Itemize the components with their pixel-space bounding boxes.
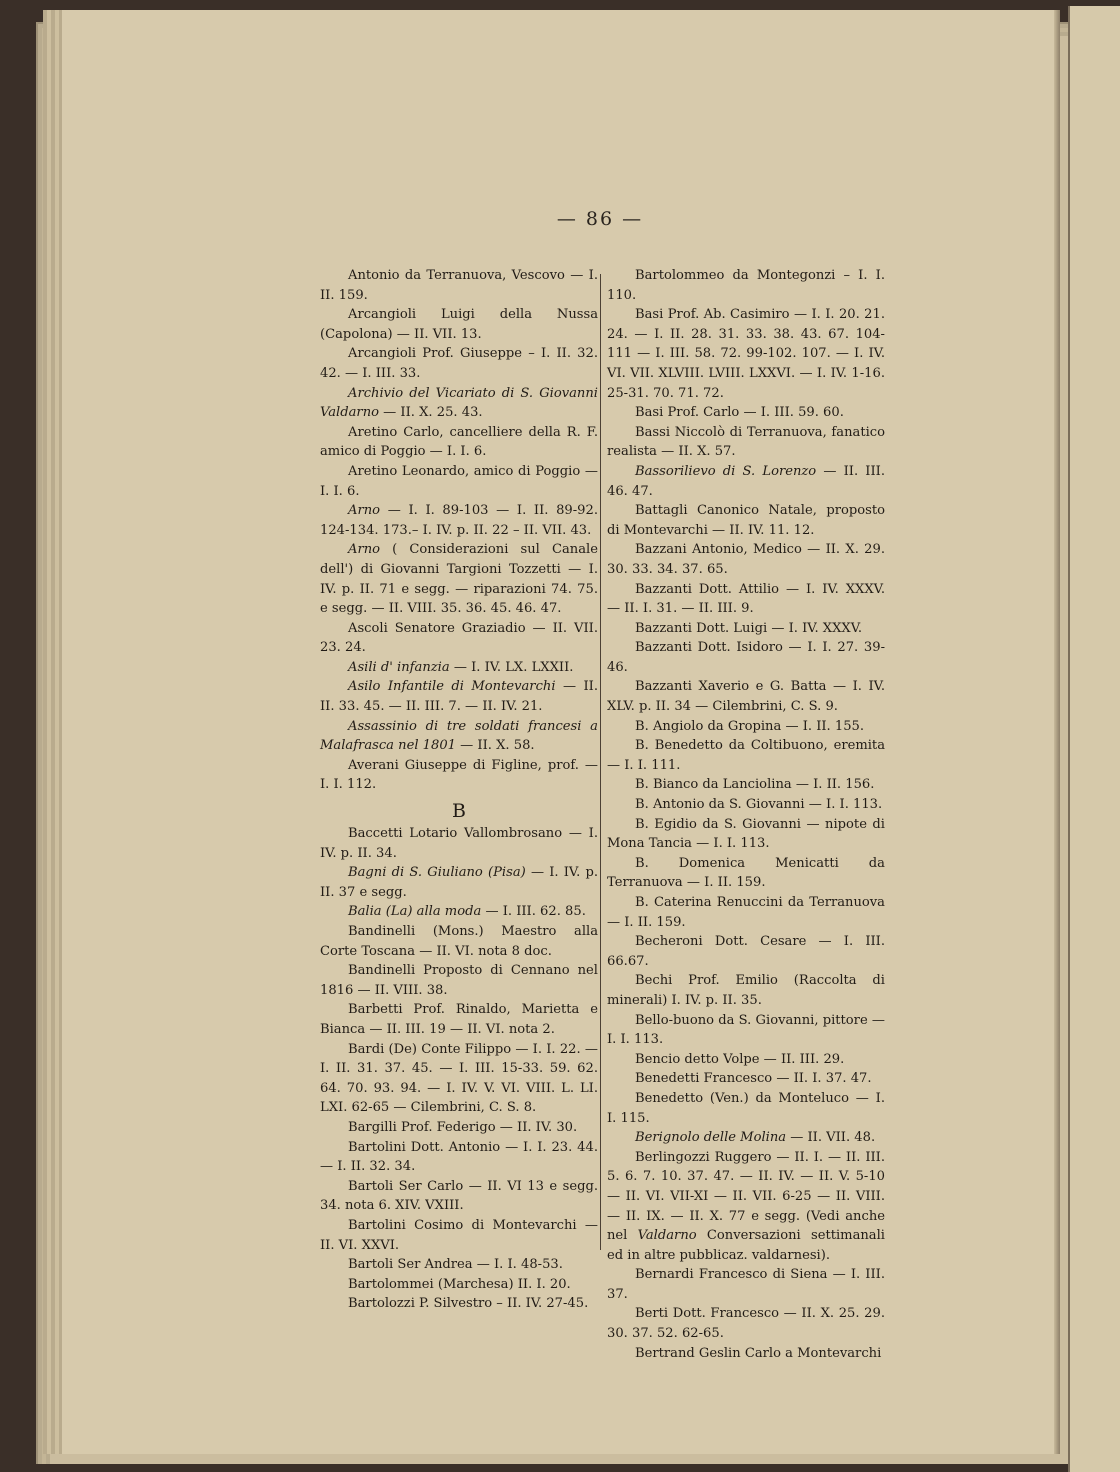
entry-text: Ascoli Senatore Graziadio — II. VII. 23. 24. <box>320 620 598 656</box>
entry-text: Conversazioni settimanali ed in altre pubblicaz. valdarnesi). <box>607 1228 885 1263</box>
entry-text: Bazzanti Dott. Luigi — I. IV. XXXV. <box>635 620 863 636</box>
entry-text: Bazzanti Dott. Attilio — I. IV. XXXV. — II. I. 31. — II. III. 9. <box>607 581 885 617</box>
entry-text: Bassi Niccolò di Terranuova, fanatico realista — II. X. 57. <box>607 424 885 460</box>
page-number: — 86 — <box>556 208 644 230</box>
entry-title-italic: Archivio del Vicariato di S. Giovanni Valdarno <box>320 385 598 421</box>
index-entry <box>320 540 598 618</box>
index-entry <box>607 932 885 971</box>
index-entry <box>607 971 885 1010</box>
index-entry <box>607 795 885 815</box>
index-entry <box>320 1177 598 1216</box>
index-entry <box>320 384 598 423</box>
index-entry <box>320 902 598 922</box>
entry-text: Bello-buono da S. Giovanni, pittore — I. I. 113. <box>607 1012 885 1048</box>
index-entry <box>320 1216 598 1255</box>
entry-text: B. Caterina Renuccini da Terranuova — I. II. 159. <box>607 895 885 930</box>
entry-title-italic: Asilo Infantile di Montevarchi <box>348 679 556 695</box>
entry-text: — II. X. 25. 43. <box>379 405 483 421</box>
entry-text: Becheroni Dott. Cesare — I. III. 66.67. <box>607 934 885 969</box>
entry-text: Bartoli Ser Carlo — II. VI 13 e segg. 34. nota 6. XIV. VXIII. <box>320 1178 598 1214</box>
index-entry <box>320 756 598 795</box>
entry-text: B. Benedetto da Coltibuono, eremita — I. I. 111. <box>607 738 885 773</box>
entry-text: Battagli Canonico Natale, proposto di Montevarchi — II. IV. 11. 12. <box>607 503 885 538</box>
entry-text: Arcangioli Luigi della Nussa (Capolona) — II. VII. 13. <box>320 307 598 342</box>
entry-text: Bartolommei (Marchesa) II. I. 20. <box>348 1276 571 1292</box>
index-entry <box>607 580 885 619</box>
entry-title-italic: Valdarno <box>637 1228 697 1244</box>
entry-text: B. Angiolo da Gropina — I. II. 155. <box>635 718 865 734</box>
entry-text: ( Considerazioni sul Canale dell') di Giovanni Targioni Tozzetti — I. IV. p. II. 71 e segg. — riparazioni 74. 75. e segg. — II. VIII. 35. 36. 45. 46. 47. <box>320 542 598 617</box>
entry-text: — I. III. 62. 85. <box>481 904 586 920</box>
index-entry <box>320 824 598 863</box>
entry-text: B. Egidio da S. Giovanni — nipote di Mona Tancia — I. I. 113. <box>607 816 885 852</box>
entry-text: Antonio da Terranuova, Vescovo — I. II. 159. <box>320 268 598 303</box>
entry-text: Bernardi Francesco di Siena — I. III. 37. <box>607 1267 885 1302</box>
entry-text: Bazzanti Xaverio e G. Batta — I. IV. XLV. p. II. 34 — Cilembrini, C. S. 9. <box>607 679 885 715</box>
entry-title-italic: Assassinio di tre soldati francesi a Malafrasca nel 1801 <box>320 718 598 754</box>
index-entry <box>607 305 885 403</box>
index-entry <box>607 403 885 423</box>
entry-title-italic: Asili d' infanzia <box>348 659 450 675</box>
entry-text: Bechi Prof. Emilio (Raccolta di minerali) I. IV. p. II. 35. <box>607 973 885 1008</box>
entries-letter-b <box>320 824 598 1314</box>
entry-title-italic: Balia (La) alla moda <box>348 904 482 920</box>
entry-text: Barbetti Prof. Rinaldo, Marietta e Bianca — II. III. 19 — II. VI. nota 2. <box>320 1002 598 1037</box>
index-entry <box>607 893 885 932</box>
index-entry <box>607 1148 885 1266</box>
entry-text: Benedetti Francesco — II. I. 37. 47. <box>635 1071 872 1087</box>
index-entry <box>607 775 885 795</box>
entry-text: Bartolini Cosimo di Montevarchi — II. VI. XXVI. <box>320 1217 598 1253</box>
entry-text: Benedetto (Ven.) da Monteluco — I. I. 115. <box>607 1090 885 1126</box>
entry-text: Bargilli Prof. Federigo — II. IV. 30. <box>348 1119 578 1135</box>
index-entry <box>607 1089 885 1128</box>
entry-text: Baccetti Lotario Vallombrosano — I. IV. p. II. 34. <box>320 826 598 861</box>
index-entry <box>320 677 598 716</box>
column-divider <box>600 274 601 1250</box>
entry-text: Bartolozzi P. Silvestro – II. IV. 27-45. <box>348 1296 589 1312</box>
index-entry <box>320 717 598 756</box>
index-entry <box>320 658 598 678</box>
entry-text: Bencio detto Volpe — II. III. 29. <box>635 1051 845 1067</box>
index-entry <box>607 423 885 462</box>
entry-text: Averani Giuseppe di Figline, prof. — I. I. 112. <box>320 757 598 793</box>
entry-text: — I. IV. LX. LXXII. <box>449 659 574 675</box>
index-entry <box>607 736 885 775</box>
entry-text: Bandinelli (Mons.) Maestro alla Corte Toscana — II. VI. nota 8 doc. <box>320 924 598 959</box>
entry-text: B. Bianco da Lanciolina — I. II. 156. <box>635 777 875 793</box>
entry-text: Arcangioli Prof. Giuseppe – I. II. 32. 42. — I. III. 33. <box>320 346 598 381</box>
entry-title-italic: Bassorilievo di S. Lorenzo <box>635 463 817 479</box>
entry-text: — II. III. 46. 47. <box>607 463 885 499</box>
index-entry <box>607 1050 885 1070</box>
index-entry <box>607 619 885 639</box>
index-entry <box>607 638 885 677</box>
section-letter: B <box>452 800 466 823</box>
entry-text: — II. VII. 48. <box>786 1130 876 1146</box>
entry-text: B. Domenica Menicatti da Terranuova — I. II. 159. <box>607 855 885 891</box>
index-entry <box>607 1011 885 1050</box>
entry-title-italic: Arno <box>348 542 381 558</box>
index-entry <box>320 1118 598 1138</box>
index-column-right <box>607 266 885 1363</box>
index-entry <box>607 1344 885 1364</box>
entry-text: Bandinelli Proposto di Cennano nel 1816 — II. VIII. 38. <box>320 963 598 998</box>
entry-text: — I. IV. p. II. 37 e segg. <box>320 865 598 900</box>
index-entry <box>320 423 598 462</box>
index-entry <box>607 717 885 737</box>
entry-text: Bartolommeo da Montegonzi – I. I. 110. <box>607 268 885 303</box>
index-entry <box>320 266 598 305</box>
index-entry <box>607 462 885 501</box>
index-entry <box>320 1138 598 1177</box>
index-entry <box>607 677 885 716</box>
index-entry <box>320 922 598 961</box>
entry-text: Aretino Carlo, cancelliere della R. F. amico di Poggio — I. I. 6. <box>320 424 598 460</box>
entry-text: Bazzani Antonio, Medico — II. X. 29. 30. 33. 34. 37. 65. <box>607 542 885 577</box>
facing-page-edge <box>1068 6 1120 1472</box>
entry-text: Bardi (De) Conte Filippo — I. I. 22. — I. II. 31. 37. 45. — I. III. 15-33. 59. 62. 64. 70. 93. 94. — I. IV. V. VI. VIII. L. LI. LXI. 62-65 — Cilembrini, C. S. 8. <box>320 1041 598 1116</box>
entry-text: B. Antonio da S. Giovanni — I. I. 113. <box>635 797 883 813</box>
entry-text: Bertrand Geslin Carlo a Montevarchi <box>635 1345 882 1361</box>
entry-text: — II. X. 58. <box>456 738 535 754</box>
index-entry <box>607 266 885 305</box>
index-entry <box>320 1040 598 1118</box>
entry-text: Bazzanti Dott. Isidoro — I. I. 27. 39-46. <box>607 640 885 675</box>
index-entry <box>607 1128 885 1148</box>
index-entry <box>607 501 885 540</box>
entries-letter-a <box>320 266 598 795</box>
entry-text: Berlingozzi Ruggero — II. I. — II. III. 5. 6. 7. 10. 37. 47. — II. IV. — II. V. 5-10 — II. VI. VII-XI — II. VII. 6-25 — II. VIII. — II. IX. — II. X. 77 e segg. (Vedi anche nel <box>607 1149 885 1244</box>
entry-text: — I. I. 89-103 — I. II. 89-92. 124-134. 173.– I. IV. p. II. 22 – II. VII. 43. <box>320 503 598 538</box>
index-entry <box>607 1265 885 1304</box>
index-entry <box>320 1000 598 1039</box>
index-entry <box>320 501 598 540</box>
entry-text: — II. II. 33. 45. — II. III. 7. — II. IV. 21. <box>320 679 598 715</box>
index-entry <box>607 854 885 893</box>
index-entry <box>320 619 598 658</box>
entry-text: Basi Prof. Carlo — I. III. 59. 60. <box>635 405 844 421</box>
entry-title-italic: Bagni di S. Giuliano (Pisa) <box>348 865 526 881</box>
entry-text: Basi Prof. Ab. Casimiro — I. I. 20. 21. 24. — I. II. 28. 31. 33. 38. 43. 67. 104-111 — I. III. 58. 72. 99-102. 107. — I. IV. VI. VII. XLVIII. LVIII. LXXVI. — I. IV. 1-16. 25-31. 70. 71. 72. <box>607 307 885 401</box>
index-entry <box>320 1294 598 1314</box>
entry-title-italic: Berignolo delle Molina <box>635 1130 787 1146</box>
index-entry <box>320 344 598 383</box>
index-entry <box>607 1304 885 1343</box>
index-entry <box>320 305 598 344</box>
index-entry <box>607 1069 885 1089</box>
entries-right <box>607 266 885 1363</box>
entry-title-italic: Arno <box>348 503 381 519</box>
entry-text: Bartolini Dott. Antonio — I. I. 23. 44. — I. II. 32. 34. <box>320 1139 598 1175</box>
index-entry <box>320 863 598 902</box>
entry-text: Bartoli Ser Andrea — I. I. 48-53. <box>348 1257 563 1273</box>
entry-text: Berti Dott. Francesco — II. X. 25. 29. 30. 37. 52. 62-65. <box>607 1306 885 1342</box>
index-entry <box>320 961 598 1000</box>
index-entry <box>320 462 598 501</box>
index-entry <box>320 1255 598 1275</box>
index-entry <box>320 1275 598 1295</box>
index-entry <box>607 540 885 579</box>
index-entry <box>607 815 885 854</box>
entry-text: Aretino Leonardo, amico di Poggio — I. I. 6. <box>320 463 598 499</box>
index-column-left <box>320 266 598 1314</box>
